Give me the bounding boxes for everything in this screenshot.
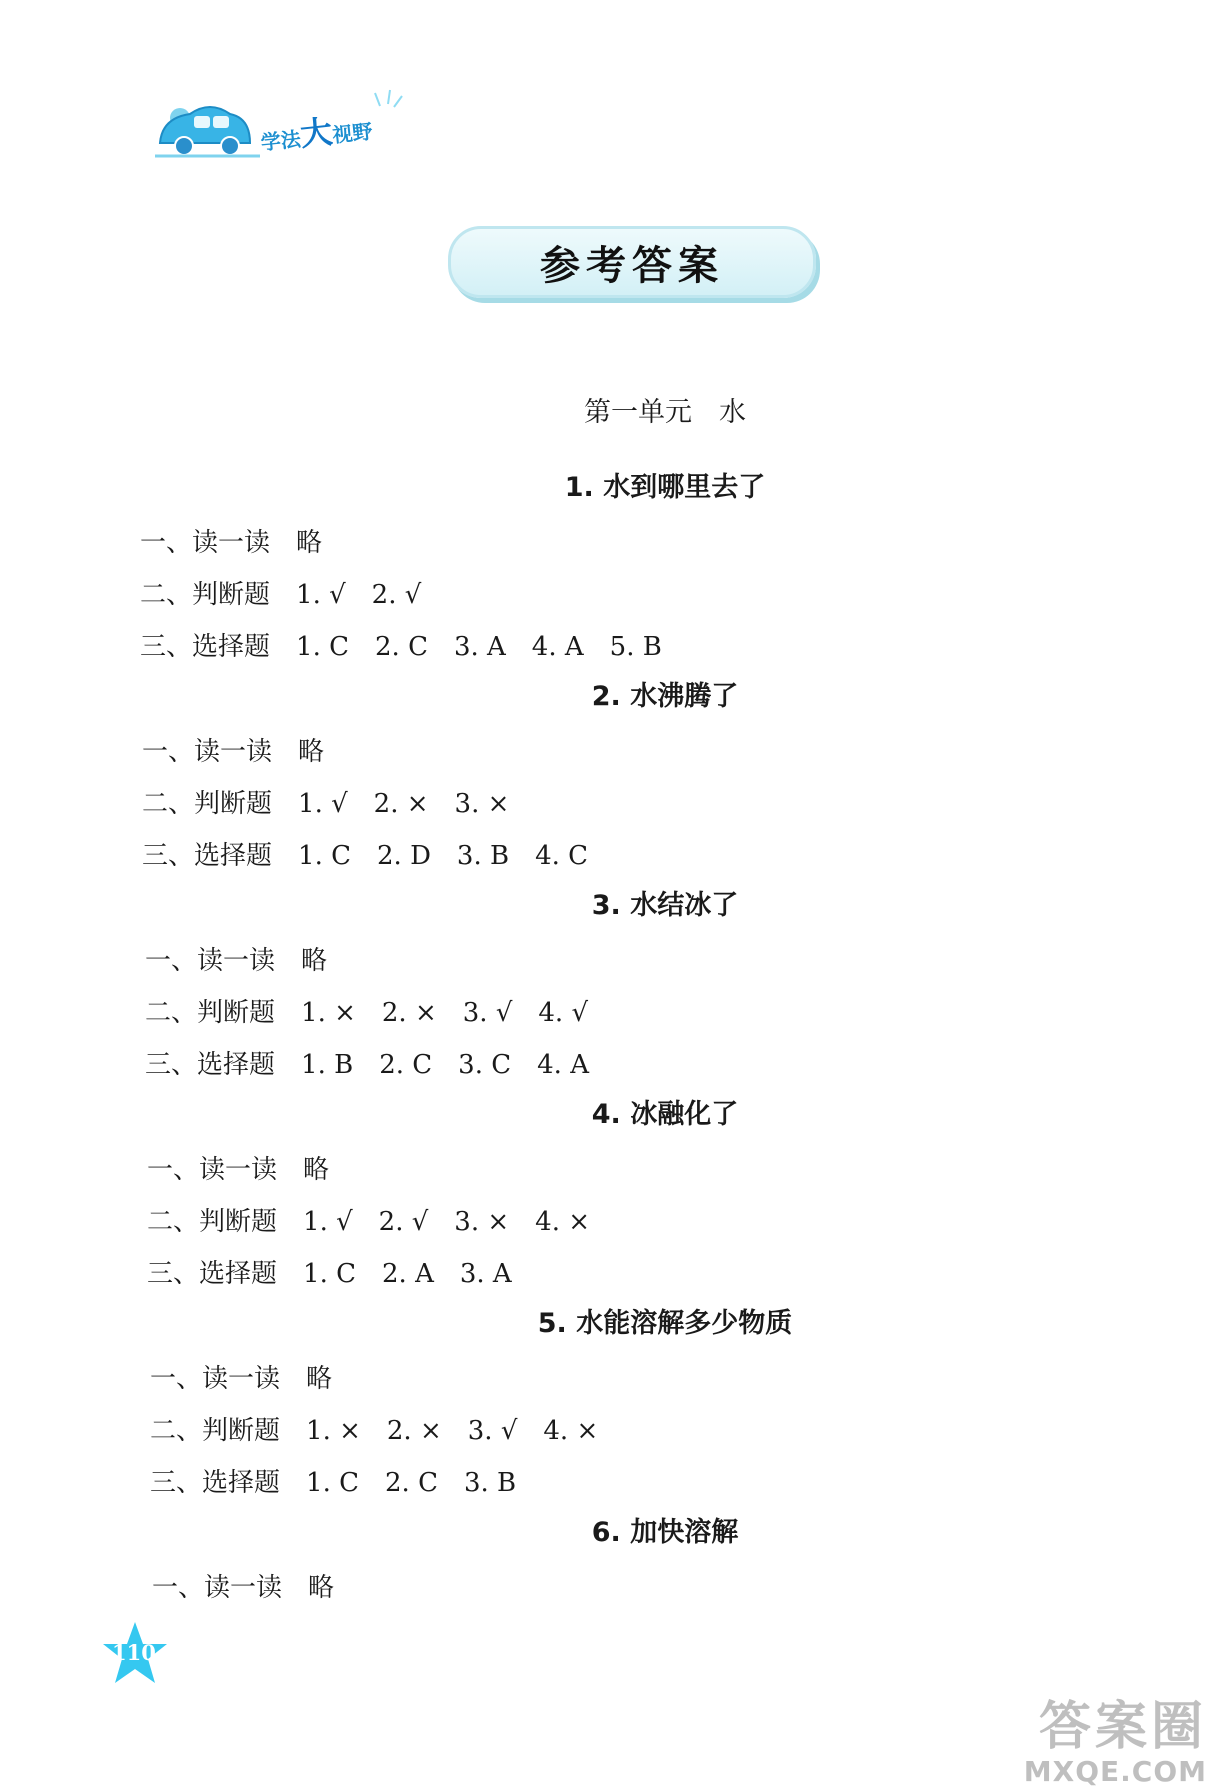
- answer-line: 二、判断题 1. √ 2. × 3. ×: [142, 789, 510, 819]
- lesson-title: 4. 冰融化了: [591, 1099, 739, 1130]
- lesson-title: 5. 水能溶解多少物质: [537, 1308, 793, 1339]
- answer-line: 二、判断题 1. × 2. × 3. √ 4. ×: [150, 1416, 599, 1446]
- answer-line: 二、判断题 1. √ 2. √ 3. × 4. ×: [147, 1207, 591, 1237]
- answer-line: 二、判断题 1. × 2. × 3. √ 4. √: [145, 998, 589, 1028]
- answer-line: 三、选择题 1. C 2. C 3. B: [150, 1468, 517, 1498]
- unit-title: 第一单元 水: [584, 397, 746, 428]
- page-title: 参考答案: [540, 242, 724, 289]
- lesson-title: 3. 水结冰了: [591, 890, 739, 921]
- answer-line: 一、读一读 略: [147, 1155, 330, 1185]
- lesson-title: 6. 加快溶解: [591, 1517, 739, 1548]
- answer-line: 一、读一读 略: [140, 528, 323, 558]
- answer-line: 三、选择题 1. C 2. A 3. A: [147, 1259, 512, 1289]
- answer-line: 一、读一读 略: [145, 946, 328, 976]
- lesson-title: 2. 水沸腾了: [591, 681, 739, 712]
- answer-key-banner: [448, 226, 816, 298]
- answer-line: 二、判断题 1. √ 2. √: [140, 580, 422, 610]
- answer-line: 三、选择题 1. C 2. D 3. B 4. C: [142, 841, 589, 871]
- answer-line: 一、读一读 略: [152, 1573, 335, 1603]
- answer-line: 一、读一读 略: [150, 1364, 333, 1394]
- lesson-title: 1. 水到哪里去了: [564, 472, 766, 503]
- page-number: 110: [112, 1640, 156, 1665]
- answer-line: 一、读一读 略: [142, 737, 325, 767]
- brand-logo: 学法大视野: [150, 88, 430, 163]
- watermark: 答案圈 MXQE.COM: [1023, 1697, 1207, 1788]
- answer-line: 三、选择题 1. C 2. C 3. A 4. A 5. B: [140, 632, 662, 662]
- answer-line: 三、选择题 1. B 2. C 3. C 4. A: [145, 1050, 589, 1080]
